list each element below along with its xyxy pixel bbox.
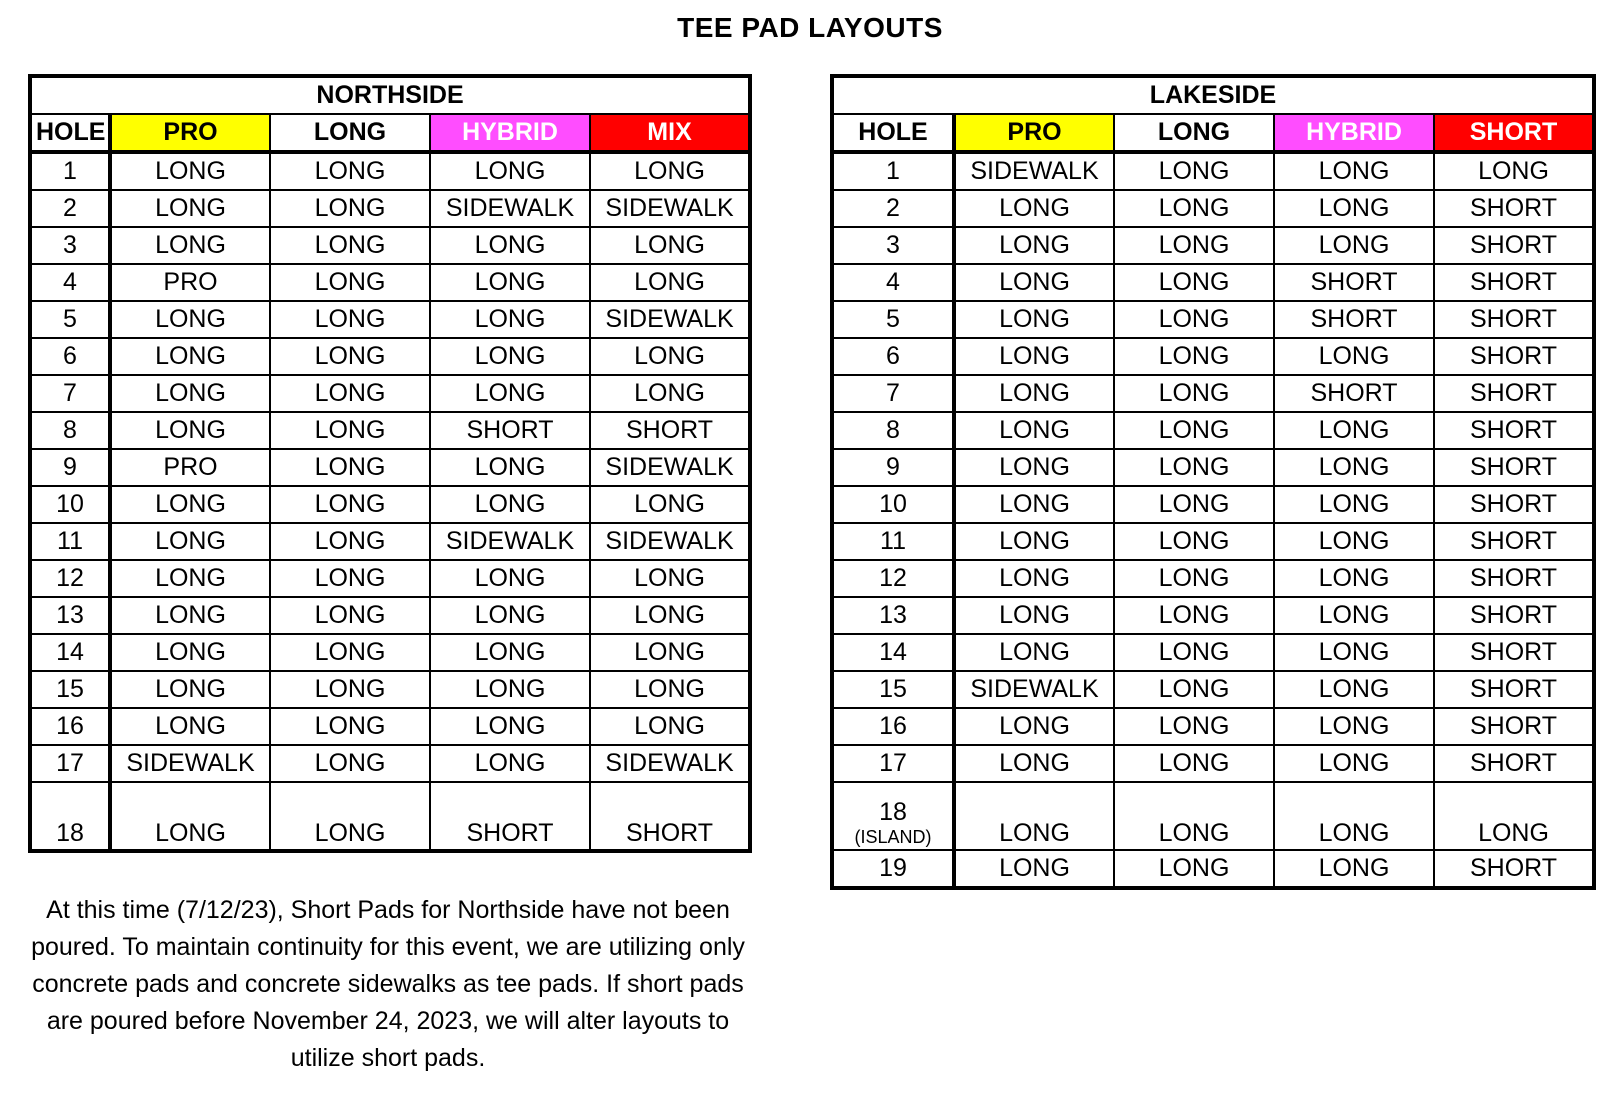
pad-cell: SHORT — [1434, 708, 1594, 745]
header-pro: PRO — [110, 114, 270, 152]
pad-cell: LONG — [954, 449, 1114, 486]
lakeside-body — [832, 152, 1594, 888]
pad-cell: LONG — [110, 671, 270, 708]
pad-cell: LONG — [1114, 634, 1274, 671]
pad-cell: LONG — [1114, 850, 1274, 888]
pad-cell: LONG — [1434, 782, 1594, 850]
pad-cell: LONG — [270, 560, 430, 597]
pad-cell: SHORT — [590, 782, 750, 851]
pad-cell: PRO — [110, 264, 270, 301]
hole-number-cell: 14 — [832, 634, 954, 671]
pad-cell: LONG — [954, 190, 1114, 227]
table-row — [30, 412, 750, 449]
table-row — [30, 597, 750, 634]
hole-number-cell: 3 — [832, 227, 954, 264]
lakeside-title: LAKESIDE — [832, 76, 1594, 114]
pad-cell: LONG — [110, 190, 270, 227]
pad-cell: LONG — [270, 486, 430, 523]
hole-number-cell: 11 — [832, 523, 954, 560]
table-row — [30, 375, 750, 412]
pad-cell: SIDEWALK — [430, 190, 590, 227]
pad-cell: SHORT — [430, 412, 590, 449]
pad-cell: SIDEWALK — [110, 745, 270, 782]
hole-number-cell: 1 — [30, 152, 110, 190]
pad-cell: SHORT — [1434, 449, 1594, 486]
pad-cell: LONG — [590, 671, 750, 708]
pad-cell: LONG — [590, 152, 750, 190]
pad-cell: LONG — [1274, 850, 1434, 888]
hole-number-cell: 12 — [30, 560, 110, 597]
pad-cell: SHORT — [1434, 190, 1594, 227]
pad-cell: LONG — [270, 375, 430, 412]
hole-number-cell: 5 — [832, 301, 954, 338]
lakeside-table — [830, 74, 1596, 890]
pad-cell: LONG — [1114, 486, 1274, 523]
pad-cell: LONG — [1274, 338, 1434, 375]
pad-cell: LONG — [1114, 560, 1274, 597]
pad-cell: LONG — [954, 708, 1114, 745]
pad-cell: SIDEWALK — [954, 671, 1114, 708]
pad-cell: SHORT — [1434, 523, 1594, 560]
pad-cell: LONG — [590, 708, 750, 745]
pad-cell: LONG — [1274, 782, 1434, 850]
pad-cell: LONG — [1274, 560, 1434, 597]
pad-cell: SHORT — [1434, 264, 1594, 301]
pad-cell: LONG — [1114, 338, 1274, 375]
hole-number-cell: 5 — [30, 301, 110, 338]
pad-cell: SHORT — [1434, 338, 1594, 375]
pad-cell: LONG — [1114, 449, 1274, 486]
pad-cell: LONG — [430, 449, 590, 486]
table-row — [832, 597, 1594, 634]
lakeside-header-row — [832, 114, 1594, 152]
pad-cell: LONG — [1274, 412, 1434, 449]
pad-cell: LONG — [270, 412, 430, 449]
pad-cell: LONG — [1274, 671, 1434, 708]
pad-cell: LONG — [954, 264, 1114, 301]
pad-cell: LONG — [430, 301, 590, 338]
pad-cell: SHORT — [1274, 264, 1434, 301]
pad-cell: LONG — [270, 152, 430, 190]
header-mix: MIX — [590, 114, 750, 152]
hole-number-cell: 7 — [30, 375, 110, 412]
pad-cell: LONG — [1274, 449, 1434, 486]
pad-cell: LONG — [1114, 190, 1274, 227]
pad-cell: LONG — [270, 708, 430, 745]
northside-table — [28, 74, 752, 853]
hole-number-cell: 14 — [30, 634, 110, 671]
hole-number-cell: 13 — [30, 597, 110, 634]
table-row — [832, 375, 1594, 412]
pad-cell: LONG — [1114, 227, 1274, 264]
table-row — [30, 560, 750, 597]
northside-title: NORTHSIDE — [30, 76, 750, 114]
hole-number-cell: 1 — [832, 152, 954, 190]
pad-cell: LONG — [430, 745, 590, 782]
pad-cell: SIDEWALK — [590, 301, 750, 338]
table-row — [832, 850, 1594, 888]
pad-cell: LONG — [1114, 745, 1274, 782]
hole-number-cell: 17 — [30, 745, 110, 782]
pad-cell: LONG — [954, 412, 1114, 449]
pad-cell: SHORT — [1434, 850, 1594, 888]
pad-cell: LONG — [590, 264, 750, 301]
hole-number-cell: 16 — [30, 708, 110, 745]
pad-cell: LONG — [954, 560, 1114, 597]
table-row — [30, 708, 750, 745]
table-row — [832, 301, 1594, 338]
pad-cell: LONG — [590, 227, 750, 264]
pad-cell: LONG — [590, 597, 750, 634]
pad-cell: LONG — [1274, 523, 1434, 560]
pad-cell: LONG — [270, 301, 430, 338]
pad-cell: LONG — [270, 523, 430, 560]
hole-number-cell: 2 — [832, 190, 954, 227]
pad-cell: LONG — [430, 708, 590, 745]
pad-cell: LONG — [430, 375, 590, 412]
header-hybrid: HYBRID — [1274, 114, 1434, 152]
hole-number-cell: 15 — [832, 671, 954, 708]
pad-cell: SHORT — [1434, 412, 1594, 449]
table-row — [30, 523, 750, 560]
pad-cell: SHORT — [1434, 301, 1594, 338]
pad-cell: LONG — [954, 850, 1114, 888]
pad-cell: LONG — [270, 782, 430, 851]
table-row — [30, 190, 750, 227]
pad-cell: LONG — [1434, 152, 1594, 190]
pad-cell: LONG — [1114, 597, 1274, 634]
hole-number-cell: 17 — [832, 745, 954, 782]
header-pro: PRO — [954, 114, 1114, 152]
table-row — [30, 301, 750, 338]
table-row — [832, 227, 1594, 264]
pad-cell: SHORT — [1434, 597, 1594, 634]
page-title: TEE PAD LAYOUTS — [677, 12, 943, 43]
pad-cell: LONG — [1114, 301, 1274, 338]
table-row — [30, 634, 750, 671]
hole-number-cell: 4 — [30, 264, 110, 301]
table-row — [832, 152, 1594, 190]
pad-cell: LONG — [430, 560, 590, 597]
pad-cell: LONG — [1274, 152, 1434, 190]
table-row — [30, 338, 750, 375]
header-long: LONG — [270, 114, 430, 152]
hole-number-cell — [832, 782, 954, 850]
hole-number-cell: 9 — [30, 449, 110, 486]
pad-cell: LONG — [1274, 190, 1434, 227]
table-row — [832, 264, 1594, 301]
pad-cell: LONG — [270, 338, 430, 375]
header-hole: HOLE — [30, 114, 110, 152]
pad-cell: SIDEWALK — [430, 523, 590, 560]
table-row — [30, 264, 750, 301]
pad-cell: LONG — [270, 671, 430, 708]
pad-cell: LONG — [430, 338, 590, 375]
pad-cell: LONG — [110, 375, 270, 412]
pad-cell: SHORT — [1434, 486, 1594, 523]
hole-number-cell: 18 — [30, 782, 110, 851]
table-row — [832, 338, 1594, 375]
pad-cell: LONG — [110, 597, 270, 634]
header-short: SHORT — [1434, 114, 1594, 152]
hole-number-cell: 2 — [30, 190, 110, 227]
pad-cell: LONG — [1274, 486, 1434, 523]
hole-number-cell: 7 — [832, 375, 954, 412]
header-hole: HOLE — [832, 114, 954, 152]
pad-cell: LONG — [1114, 523, 1274, 560]
table-row — [832, 412, 1594, 449]
pad-cell: LONG — [1114, 671, 1274, 708]
pad-cell: LONG — [590, 634, 750, 671]
pad-cell: LONG — [110, 708, 270, 745]
pad-cell: LONG — [954, 782, 1114, 850]
pad-cell: LONG — [110, 523, 270, 560]
pad-cell: LONG — [1114, 264, 1274, 301]
table-row — [30, 782, 750, 851]
pad-cell: LONG — [1114, 708, 1274, 745]
pad-cell: LONG — [110, 301, 270, 338]
pad-cell: LONG — [1114, 412, 1274, 449]
pad-cell: LONG — [110, 486, 270, 523]
pad-cell: LONG — [954, 375, 1114, 412]
pad-cell: SIDEWALK — [590, 190, 750, 227]
hole-number-cell: 6 — [832, 338, 954, 375]
pad-cell: SHORT — [1434, 227, 1594, 264]
table-row — [30, 449, 750, 486]
pad-cell: SHORT — [1274, 301, 1434, 338]
pad-cell: LONG — [110, 782, 270, 851]
pad-cell: LONG — [954, 486, 1114, 523]
hole-number-cell: 8 — [30, 412, 110, 449]
pad-cell: SIDEWALK — [590, 449, 750, 486]
pad-cell: LONG — [1274, 634, 1434, 671]
table-row — [30, 671, 750, 708]
pad-cell: LONG — [590, 486, 750, 523]
northside-header-row — [30, 114, 750, 152]
pad-cell: SIDEWALK — [590, 745, 750, 782]
header-hybrid: HYBRID — [430, 114, 590, 152]
hole-number-cell: 9 — [832, 449, 954, 486]
pad-cell: LONG — [430, 227, 590, 264]
pad-cell: LONG — [270, 264, 430, 301]
hole-number-cell: 13 — [832, 597, 954, 634]
hole-number-cell: 12 — [832, 560, 954, 597]
pad-cell: LONG — [1274, 745, 1434, 782]
pad-cell: LONG — [270, 634, 430, 671]
pad-cell: SIDEWALK — [954, 152, 1114, 190]
table-row — [30, 486, 750, 523]
pad-cell: LONG — [430, 597, 590, 634]
hole-number-cell: 11 — [30, 523, 110, 560]
pad-cell: SHORT — [1274, 375, 1434, 412]
pad-cell: LONG — [110, 152, 270, 190]
pad-cell: SHORT — [590, 412, 750, 449]
hole-number-cell: 10 — [832, 486, 954, 523]
pad-cell: LONG — [430, 152, 590, 190]
pad-cell: LONG — [270, 190, 430, 227]
table-row — [832, 671, 1594, 708]
table-row — [832, 523, 1594, 560]
pad-cell: LONG — [954, 745, 1114, 782]
pad-cell: LONG — [954, 634, 1114, 671]
pad-cell: LONG — [110, 227, 270, 264]
pad-cell: LONG — [430, 634, 590, 671]
pad-cell: LONG — [110, 634, 270, 671]
pad-cell: LONG — [954, 301, 1114, 338]
pad-cell: LONG — [270, 449, 430, 486]
hole-number-cell: 16 — [832, 708, 954, 745]
pad-cell: LONG — [270, 597, 430, 634]
table-row — [832, 190, 1594, 227]
northside-body — [30, 152, 750, 851]
pad-cell: LONG — [110, 412, 270, 449]
pad-cell: LONG — [1114, 152, 1274, 190]
pad-cell: SHORT — [430, 782, 590, 851]
pad-cell: SHORT — [1434, 671, 1594, 708]
hole-number-cell: 8 — [832, 412, 954, 449]
hole-number-cell: 4 — [832, 264, 954, 301]
pad-cell: LONG — [590, 338, 750, 375]
hole-number-cell: 6 — [30, 338, 110, 375]
pad-cell: PRO — [110, 449, 270, 486]
table-row — [30, 745, 750, 782]
hole-note: (ISLAND) — [854, 827, 932, 847]
hole-number-cell: 3 — [30, 227, 110, 264]
pad-cell: LONG — [954, 597, 1114, 634]
pad-cell: SHORT — [1434, 560, 1594, 597]
table-row — [832, 708, 1594, 745]
pad-cell: LONG — [590, 375, 750, 412]
table-row — [30, 227, 750, 264]
table-row — [832, 560, 1594, 597]
pad-cell: LONG — [1114, 782, 1274, 850]
pad-cell: LONG — [430, 264, 590, 301]
table-row — [832, 486, 1594, 523]
pad-cell: LONG — [430, 486, 590, 523]
pad-cell: LONG — [430, 671, 590, 708]
pad-cell: LONG — [110, 338, 270, 375]
pad-cell: LONG — [110, 560, 270, 597]
pad-cell: SHORT — [1434, 634, 1594, 671]
table-row — [832, 634, 1594, 671]
hole-number-cell: 19 — [832, 850, 954, 888]
hole-number: 18 — [879, 798, 907, 826]
table-row — [832, 449, 1594, 486]
hole-number-cell: 10 — [30, 486, 110, 523]
pad-cell: SHORT — [1434, 375, 1594, 412]
pad-cell: LONG — [1114, 375, 1274, 412]
table-row — [30, 152, 750, 190]
pad-cell: LONG — [1274, 227, 1434, 264]
pad-cell: LONG — [1274, 597, 1434, 634]
pad-cell: LONG — [954, 338, 1114, 375]
pad-cell: LONG — [954, 523, 1114, 560]
event-note: At this time (7/12/23), Short Pads for Northside have not been poured. To maintain continuity for this event, we are utilizing only concrete pads and concrete sidewalks as tee pads. If short pads are poured before November 24, 2023, we will alter layouts to utilize short pads. — [31, 896, 745, 1072]
pad-cell: LONG — [270, 227, 430, 264]
hole-number-cell: 15 — [30, 671, 110, 708]
header-long: LONG — [1114, 114, 1274, 152]
pad-cell: SIDEWALK — [590, 523, 750, 560]
pad-cell: SHORT — [1434, 745, 1594, 782]
pad-cell: LONG — [954, 227, 1114, 264]
pad-cell: LONG — [1274, 708, 1434, 745]
table-row — [832, 782, 1594, 850]
pad-cell: LONG — [270, 745, 430, 782]
table-row — [832, 745, 1594, 782]
pad-cell: LONG — [590, 560, 750, 597]
